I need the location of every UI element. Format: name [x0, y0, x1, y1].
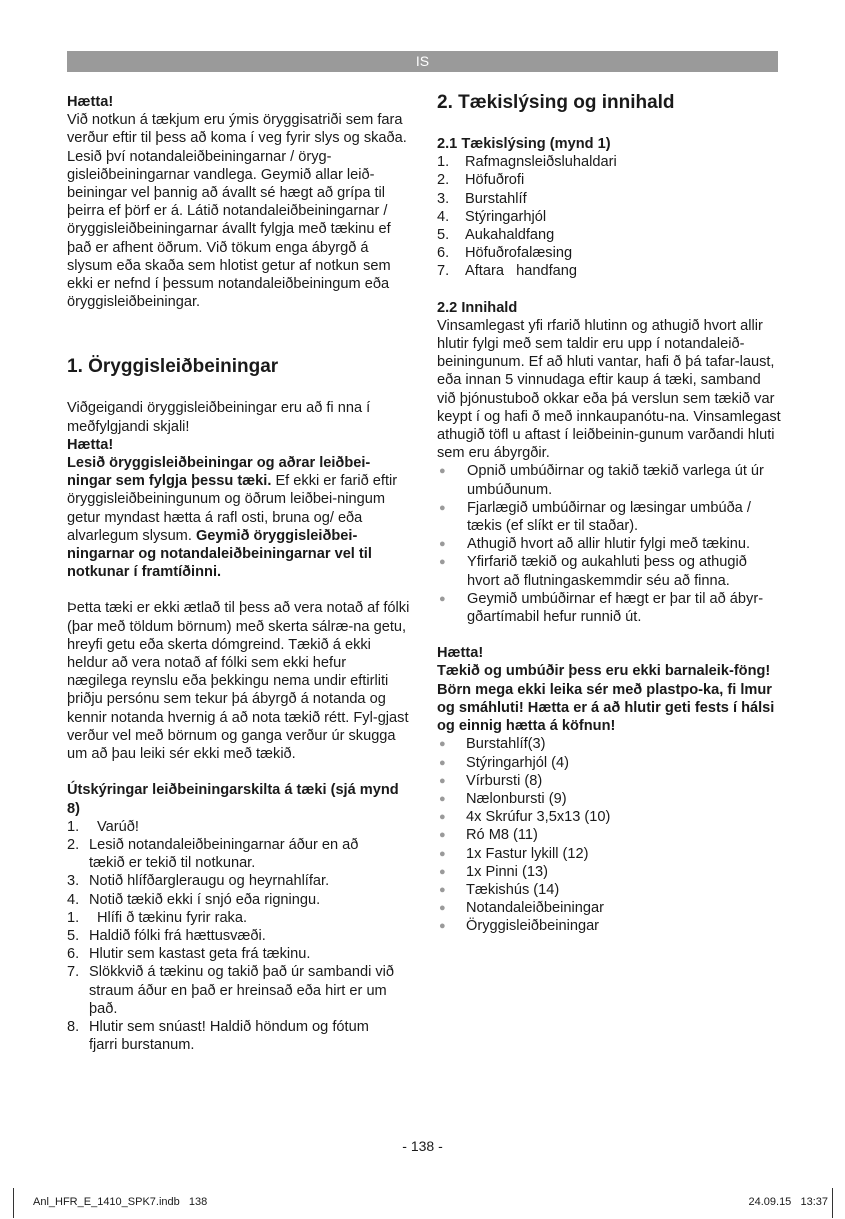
bullet-icon: ● — [439, 865, 446, 878]
list-item: 3. Burstahlíf — [437, 190, 527, 207]
warning-2-paragraph — [67, 454, 410, 581]
bullet-icon: ● — [439, 538, 446, 551]
list-item: ● Vírbursti (8) — [439, 772, 543, 789]
bullet-icon: ● — [439, 465, 446, 478]
list-item: ● Öryggisleiðbeiningar — [439, 918, 600, 935]
footer-timestamp: 24.09.15 13:37 — [748, 1196, 828, 1208]
bullet-icon: ● — [439, 883, 446, 896]
list-item: 2. Höfuðrofi — [437, 172, 525, 189]
bullet-icon: ● — [439, 592, 446, 605]
right-column — [437, 93, 782, 936]
list-item: ● Geymið umbúðirnar ef hægt er þar til að ábyr-gðartímabil hefur runnið út. — [439, 590, 764, 626]
list-item: ● 4x Skrúfur 3,5x13 (10) — [439, 809, 611, 826]
warning-2-title: Hætta! — [67, 436, 114, 453]
list-item: 1. Varúð! — [67, 818, 139, 835]
list-item: ● Athugið hvort að allir hlutir fylgi með tækinu. — [439, 536, 751, 553]
bullet-icon: ● — [439, 920, 446, 933]
list-item: 1. Rafmagnsleiðsluhaldari — [437, 154, 617, 171]
list-item: 5. Haldið fólki frá hættusvæði. — [67, 927, 266, 944]
children-paragraph: Þetta tæki er ekki ætlað til þess að vera notað af fólki (þar með töldum börnum) með skerta sálræ-na getu, hreyfi getu eða skerta dómgreind. Tækið á ekki heldur að vera notað af fólki sem ekki hefur nægilega reynslu eða þekkingu nema undir eftirliti þriðju persónu sem tekur þá ábyrgð á notanda og kennir notanda hvernig á að nota tækið rétt. Fyl-gjast verður vel með börnum og ganga verður úr skugga um að þau leiki sér ekki með tækið. — [67, 600, 410, 763]
list-item: ● Tækishús (14) — [439, 881, 560, 898]
warning-3-title: Hætta! — [437, 645, 484, 662]
list-item: 3. Notið hlífðargleraugu og heyrnahlífar. — [67, 873, 330, 890]
warning-3-text: Tækið og umbúðir þess eru ekki barnaleik-föng! Börn mega ekki leika sér með plastpo-ka, fi lmur og smáhluti! Hætta er á að hlutir geti fests í hálsi og einnig hætta á köfnun! — [437, 663, 775, 735]
list-item: 4. Stýringarhjól — [437, 208, 547, 225]
list-item: 7. Slökkvið á tækinu og takið það úr sambandi við straum áður en það er hreinsað eða hirt er um það. — [67, 964, 395, 1017]
list-item: 1. Hlífi ð tækinu fyrir raka. — [67, 909, 248, 926]
list-item: 6. Hlutir sem kastast geta frá tækinu. — [67, 946, 311, 963]
bullet-icon: ● — [439, 811, 446, 824]
list-item: 7. Aftara handfang — [437, 263, 577, 280]
signs-list — [67, 818, 410, 1055]
bullet-icon: ● — [439, 902, 446, 915]
list-item: ● Burstahlíf(3) — [439, 736, 546, 753]
bullet-icon: ● — [439, 501, 446, 514]
subsection-2-2-heading: 2.2 Innihald — [437, 299, 518, 316]
list-item: ● 1x Pinni (13) — [439, 863, 548, 880]
section-1-intro: Viðgeigandi öryggisleiðbeiningar eru að fi nna í meðfylgjandi skjali! — [67, 400, 371, 435]
bullet-icon: ● — [439, 738, 446, 751]
list-item: ● 1x Fastur lykill (12) — [439, 845, 589, 862]
warning-2-bold-1: Lesið öryggisleiðbeiningar og aðrar leiðbei-ningar sem fylgja þessu tæki. — [67, 455, 371, 490]
language-header-bar — [67, 51, 778, 72]
page-number: - 138 - — [402, 1138, 443, 1154]
subsection-2-2-text: Vinsamlegast yfi rfarið hlutinn og athugið hvort allir hlutir fylgi með sem taldir eru upp í notandaleið-beiningunum. Ef að hluti vantar, hafi ð þá tafar-laust, eða innan 5 vinnudaga eftir kaup á tæki, samband við þjónustuboð okkar eða þá verslun sem tækið var keypt í og hafi ð með innkaupanótu-na. Vinsamlegast athugið töfl u aftast í leiðbeinin-gunum varðandi hluti sem eru ábyrgðir. — [437, 317, 781, 462]
subsection-2-1-heading: 2.1 Tækislýsing (mynd 1) — [437, 136, 611, 152]
section-2-heading: 2. Tækislýsing og innihald — [437, 92, 675, 113]
list-item: ● Yfirfarið tækið og aukahluti þess og athugið hvort að flutningaskemmdir séu að finna. — [439, 554, 747, 589]
list-item: ● Stýringarhjól (4) — [439, 754, 570, 771]
bullet-icon: ● — [439, 829, 446, 842]
list-item: ● Ró M8 (11) — [439, 827, 538, 844]
list-item: 5. Aukahaldfang — [437, 227, 555, 244]
list-item: ● Nælonbursti (9) — [439, 790, 567, 807]
list-item: 6. Höfuðrofalæsing — [437, 245, 573, 262]
language-code: IS — [415, 53, 430, 69]
warning-text: Við notkun á tækjum eru ýmis öryggisatriði sem fara verður eftir til þess að koma í veg fyrir slys og skaða. Lesið því notandaleiðbeiningarnar / öryg-gisleiðbeiningarnar vandlega. Geymið allar leið-beiningar vel þannig að ávallt sé hægt að grípa til þeirra ef þörf er á. Látið notandaleiðbeiningarnar / öryggisleiðbeiningarnar ávallt fylgja með tækinu ef það er afhent öðrum. Við tökum enga ábyrgð á slysum eða skaða sem hlotist getur af notkun sem ekki er nefnd í þessum notandaleiðbeiningum eða öryggisleiðbeiningar. — [67, 112, 407, 311]
signs-heading: Útskýringar leiðbeiningarskilta á tæki (sjá mynd 8) — [67, 782, 399, 817]
list-item: 4. Notið tækið ekki í snjó eða rigningu. — [67, 891, 321, 908]
list-item: 8. Hlutir sem snúast! Haldið höndum og fótum fjarri burstanum. — [67, 1018, 369, 1054]
left-column — [67, 93, 410, 1054]
list-item: ● Fjarlægið umbúðirnar og læsingar umbúða / tækis (ef slíkt er til staðar). — [439, 499, 751, 535]
unpacking-steps — [437, 462, 782, 626]
list-item: 2. Lesið notandaleiðbeiningarnar áður en að tækið er tekið til notkunar. — [67, 836, 359, 872]
section-1-heading: 1. Öryggisleiðbeiningar — [67, 356, 279, 378]
warning-title: Hætta! — [67, 94, 114, 110]
crop-mark-right — [832, 1188, 833, 1218]
crop-mark-left — [13, 1188, 14, 1218]
list-item: ● Notandaleiðbeiningar — [439, 900, 604, 917]
bullet-icon: ● — [439, 756, 446, 769]
bullet-icon: ● — [439, 792, 446, 805]
parts-list — [437, 153, 782, 280]
bullet-icon: ● — [439, 556, 446, 569]
contents-list — [437, 735, 782, 935]
list-item: ● Opnið umbúðirnar og takið tækið varlega út úr umbúðunum. — [439, 463, 764, 498]
warning-2-bold-2: Geymið öryggisleiðbei-ningarnar og notandaleiðbeiningarnar vel til notkunar í framtíðinni. — [67, 527, 372, 581]
bullet-icon: ● — [439, 774, 446, 787]
bullet-icon: ● — [439, 847, 446, 860]
footer-file-info: Anl_HFR_E_1410_SPK7.indb 138 — [33, 1196, 208, 1208]
warning-2-text: Ef ekki er farið eftir öryggisleiðbeiningunum og öðrum leiðbei-ningum getur myndast hætta á rafl osti, bruna og/ eða alvarlegum slysum. — [67, 473, 398, 544]
